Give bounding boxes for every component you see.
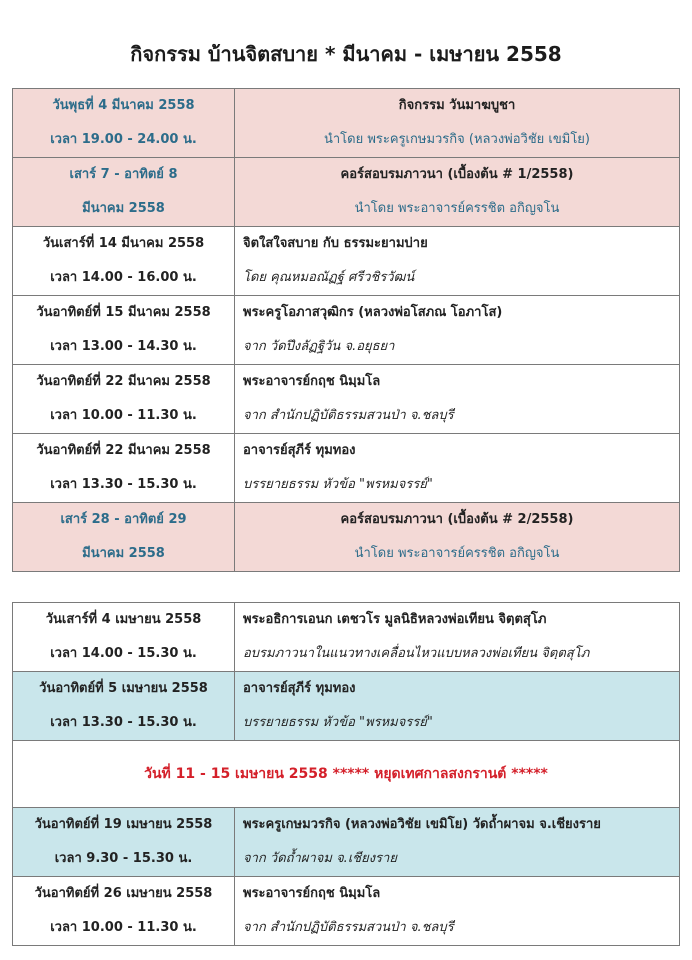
schedule-activity-cell [235, 434, 680, 503]
schedule-row [13, 365, 680, 434]
schedule-activity-cell [235, 503, 680, 572]
schedule-date: วันพุธที่ 4 มีนาคม 2558 [52, 98, 195, 113]
activity-title: กิจกรรม วันมาฆบูชา [398, 98, 516, 113]
activity-title: อาจารย์สุภีร์ ทุมทอง [243, 443, 356, 458]
activity-detail: จาก วัดปึงลัฏฐิวัน จ.อยุธยา [243, 339, 395, 354]
schedule-activity-cell [235, 158, 680, 227]
schedule-activity-cell [235, 877, 680, 946]
schedule-activity-cell [235, 603, 680, 672]
activity-detail: นำโดย พระครูเกษมวรกิจ (หลวงพ่อวิชัย เขมิโย) [323, 132, 590, 147]
schedule-time: เวลา 14.00 - 15.30 น. [50, 646, 197, 661]
activity-title: พระอาจารย์กฤช นิมฺมโล [243, 374, 381, 389]
schedule-time: เวลา 13.30 - 15.30 น. [50, 715, 197, 730]
schedule-row [13, 89, 680, 158]
activity-detail: จาก สำนักปฏิบัติธรรมสวนป่า จ.ชลบุรี [243, 408, 454, 423]
activity-title: คอร์สอบรมภาวนา (เบื้องต้น # 1/2558) [340, 167, 574, 182]
activity-title: พระอธิการเอนก เตชวโร มูลนิธิหลวงพ่อเทียน จิตฺตสุโภ [243, 612, 547, 627]
activity-title: คอร์สอบรมภาวนา (เบื้องต้น # 2/2558) [340, 512, 574, 527]
schedule-time: มีนาคม 2558 [82, 201, 165, 216]
schedule-date-cell [13, 296, 235, 365]
activity-detail: นำโดย พระอาจารย์ครรชิต อกิญจโน [354, 201, 560, 216]
schedule-date: วันเสาร์ที่ 14 มีนาคม 2558 [42, 236, 205, 251]
activity-title: จิตใสใจสบาย กับ ธรรมะยามบ่าย [243, 236, 428, 251]
schedule-row [13, 603, 680, 672]
schedule-date-cell [13, 603, 235, 672]
holiday-row [13, 741, 680, 808]
schedule-date: วันเสาร์ที่ 4 เมษายน 2558 [45, 612, 202, 627]
schedule-date-cell [13, 89, 235, 158]
schedule-time: เวลา 14.00 - 16.00 น. [50, 270, 197, 285]
schedule-row [13, 296, 680, 365]
schedule-date: เสาร์ 28 - อาทิตย์ 29 [60, 512, 187, 527]
activity-detail: บรรยายธรรม หัวข้อ "พรหมจรรย์" [243, 715, 433, 730]
schedule-row [13, 434, 680, 503]
schedule-date-cell [13, 503, 235, 572]
schedule-time: เวลา 13.30 - 15.30 น. [50, 477, 197, 492]
schedule-date-cell [13, 434, 235, 503]
schedule-row [13, 158, 680, 227]
schedule-date: วันอาทิตย์ที่ 5 เมษายน 2558 [39, 681, 208, 696]
schedule-date-cell [13, 227, 235, 296]
holiday-notice: วันที่ 11 - 15 เมษายน 2558 ***** หยุดเทศกาลสงกรานต์ ***** [13, 741, 680, 808]
schedule-time: เวลา 10.00 - 11.30 น. [50, 920, 197, 935]
activity-title: พระอาจารย์กฤช นิมฺมโล [243, 886, 381, 901]
schedule-activity-cell [235, 296, 680, 365]
schedule-date: วันอาทิตย์ที่ 19 เมษายน 2558 [34, 817, 213, 832]
schedule-row [13, 672, 680, 741]
schedule-activity-cell [235, 808, 680, 877]
activity-title: พระครูโอภาสวุฒิกร (หลวงพ่อโสภณ โอภาโส) [243, 305, 503, 320]
schedule-time: เวลา 13.00 - 14.30 น. [50, 339, 197, 354]
schedule-time: เวลา 9.30 - 15.30 น. [54, 851, 193, 866]
activity-detail: อบรมภาวนาในแนวทางเคลื่อนไหวแบบหลวงพ่อเทียน จิตฺตสุโภ [243, 646, 590, 661]
schedule-time: เวลา 10.00 - 11.30 น. [50, 408, 197, 423]
schedule-date-cell [13, 808, 235, 877]
schedule-activity-cell [235, 365, 680, 434]
activity-detail: จาก วัดถ้ำผาจม จ.เชียงราย [243, 851, 397, 866]
schedule-row [13, 877, 680, 946]
activity-detail: โดย คุณหมอณัฏฐ์ ศรีวชิรวัฒน์ [243, 270, 415, 285]
schedule-activity-cell [235, 227, 680, 296]
schedule-date-cell [13, 365, 235, 434]
schedule-date-cell [13, 877, 235, 946]
activity-detail: บรรยายธรรม หัวข้อ "พรหมจรรย์" [243, 477, 433, 492]
activity-detail: นำโดย พระอาจารย์ครรชิต อกิญจโน [354, 546, 560, 561]
activity-title: พระครูเกษมวรกิจ (หลวงพ่อวิชัย เขมิโย) วัดถ้ำผาจม จ.เชียงราย [243, 817, 601, 832]
schedule-date: วันอาทิตย์ที่ 22 มีนาคม 2558 [36, 443, 211, 458]
page-title: กิจกรรม บ้านจิตสบาย * มีนาคม - เมษายน 2558 [130, 42, 562, 66]
schedule-date: วันอาทิตย์ที่ 15 มีนาคม 2558 [36, 305, 211, 320]
schedule-date: เสาร์ 7 - อาทิตย์ 8 [69, 167, 178, 182]
schedule-date: วันอาทิตย์ที่ 22 มีนาคม 2558 [36, 374, 211, 389]
schedule-row [13, 808, 680, 877]
schedule-row [13, 503, 680, 572]
schedule-time: เวลา 19.00 - 24.00 น. [50, 132, 197, 147]
schedule-activity-cell [235, 89, 680, 158]
schedule-activity-cell [235, 672, 680, 741]
schedule-date-cell [13, 672, 235, 741]
schedule-date: วันอาทิตย์ที่ 26 เมษายน 2558 [34, 886, 213, 901]
activity-title: อาจารย์สุภีร์ ทุมทอง [243, 681, 356, 696]
activity-detail: จาก สำนักปฏิบัติธรรมสวนป่า จ.ชลบุรี [243, 920, 454, 935]
schedule-date-cell [13, 158, 235, 227]
schedule-time: มีนาคม 2558 [82, 546, 165, 561]
schedule-row [13, 227, 680, 296]
march-schedule-table [12, 88, 680, 572]
april-schedule-table [12, 602, 680, 946]
